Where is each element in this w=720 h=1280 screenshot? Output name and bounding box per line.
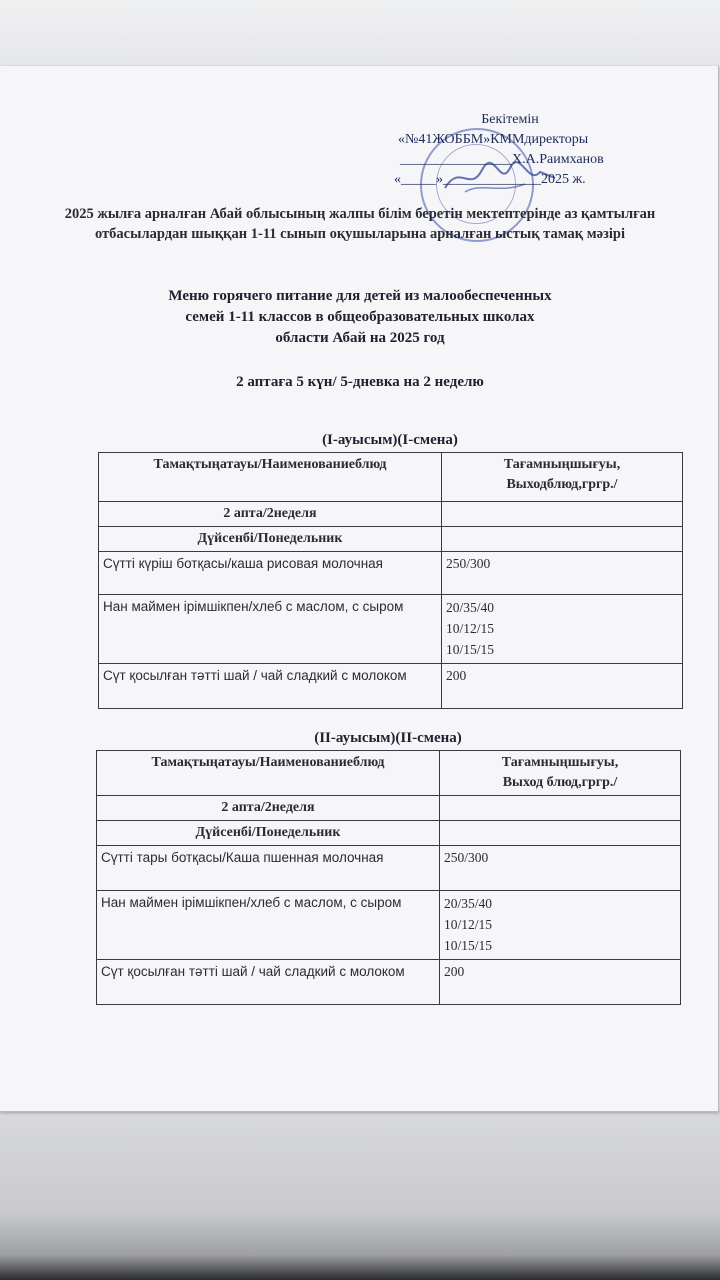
title-russian xyxy=(60,286,660,349)
header-yield xyxy=(440,751,681,796)
approve-director: ________________Х.А.Раимханов xyxy=(400,152,604,167)
dish-name: Сүтті күріш ботқасы/каша рисовая молочная xyxy=(99,552,442,595)
dish-yield: 250/300 xyxy=(440,846,681,891)
approve-label: Бекітемін xyxy=(481,112,539,127)
yield-line: 20/35/40 xyxy=(444,896,493,911)
document-page xyxy=(0,66,719,1112)
shift2-menu-table xyxy=(96,750,681,1005)
title-russian-line-1: Меню горячего питание для детей из малообеспеченных xyxy=(168,288,552,304)
title-kazakh: 2025 жылға арналған Абай облысының жалпы білім беретін мектептерінде аз қамтылған отбасылардан шыққан 1-11 сынып оқушыларына арналған ыстық тамақ мәзірі xyxy=(64,206,656,242)
approval-block xyxy=(380,110,680,190)
table-row xyxy=(97,821,681,846)
dish-yield: 250/300 xyxy=(442,552,683,595)
table-header-row xyxy=(99,453,683,502)
day-label: Дүйсенбі/Понедельник xyxy=(99,527,442,552)
title-russian-line-3: области Абай на 2025 год xyxy=(275,330,445,346)
header-yield-line-1: Тағамныңшығуы, xyxy=(501,755,619,770)
table-row xyxy=(99,552,683,595)
week-label: 2 апта/2неделя xyxy=(97,796,440,821)
dish-name: Сүтті тары ботқасы/Каша пшенная молочная xyxy=(97,846,440,891)
dish-yield xyxy=(440,891,681,960)
dish-name: Сүт қосылған тәтті шай / чай сладкий с молоком xyxy=(97,960,440,1005)
title-russian-line-2: семей 1-11 классов в общеобразовательных школах xyxy=(185,309,535,325)
header-yield-line-2: Выходблюд,гргр./ xyxy=(506,477,618,492)
table-row xyxy=(97,960,681,1005)
header-dish-name: Тамақтыңатауы/Наименованиеблюд xyxy=(99,453,442,502)
header-yield-line-2: Выход блюд,гргр./ xyxy=(502,775,618,790)
header-dish-name: Тамақтыңатауы/Наименованиеблюд xyxy=(97,751,440,796)
table-header-row xyxy=(97,751,681,796)
table-row xyxy=(99,502,683,527)
table-row xyxy=(99,527,683,552)
empty-cell xyxy=(442,502,683,527)
yield-line: 20/35/40 xyxy=(446,600,495,615)
yield-line: 10/15/15 xyxy=(444,938,493,953)
header-yield-line-1: Тағамныңшығуы, xyxy=(503,457,621,472)
yield-line: 10/12/15 xyxy=(444,917,493,932)
empty-cell xyxy=(440,821,681,846)
background-surface xyxy=(0,1110,720,1280)
dish-name: Нан маймен ірімшікпен/хлеб с маслом, с сыром xyxy=(97,891,440,960)
dish-yield: 200 xyxy=(442,664,683,709)
day-label: Дүйсенбі/Понедельник xyxy=(97,821,440,846)
header-yield xyxy=(442,453,683,502)
approve-date: «_____»______________2025 ж. xyxy=(394,172,586,187)
shift1-caption: (І-ауысым)(І-смена) xyxy=(322,432,458,448)
table-row xyxy=(97,846,681,891)
dish-name: Сүт қосылған тәтті шай / чай сладкий с молоком xyxy=(99,664,442,709)
dish-name: Нан маймен ірімшікпен/хлеб с маслом, с сыром xyxy=(99,595,442,664)
table-row xyxy=(99,664,683,709)
approve-organization: «№41ЖОББМ»КММдиректоры xyxy=(398,132,589,147)
week-title: 2 аптаға 5 күн/ 5-дневка на 2 неделю xyxy=(236,374,484,390)
table-row xyxy=(97,891,681,960)
table-row xyxy=(97,796,681,821)
shift1-menu-table xyxy=(98,452,683,709)
yield-line: 10/15/15 xyxy=(446,642,495,657)
dish-yield: 200 xyxy=(440,960,681,1005)
dish-yield xyxy=(442,595,683,664)
empty-cell xyxy=(440,796,681,821)
empty-cell xyxy=(442,527,683,552)
shift2-caption: (ІІ-ауысым)(ІІ-смена) xyxy=(314,730,462,746)
yield-line: 10/12/15 xyxy=(446,621,495,636)
week-label: 2 апта/2неделя xyxy=(99,502,442,527)
table-row xyxy=(99,595,683,664)
